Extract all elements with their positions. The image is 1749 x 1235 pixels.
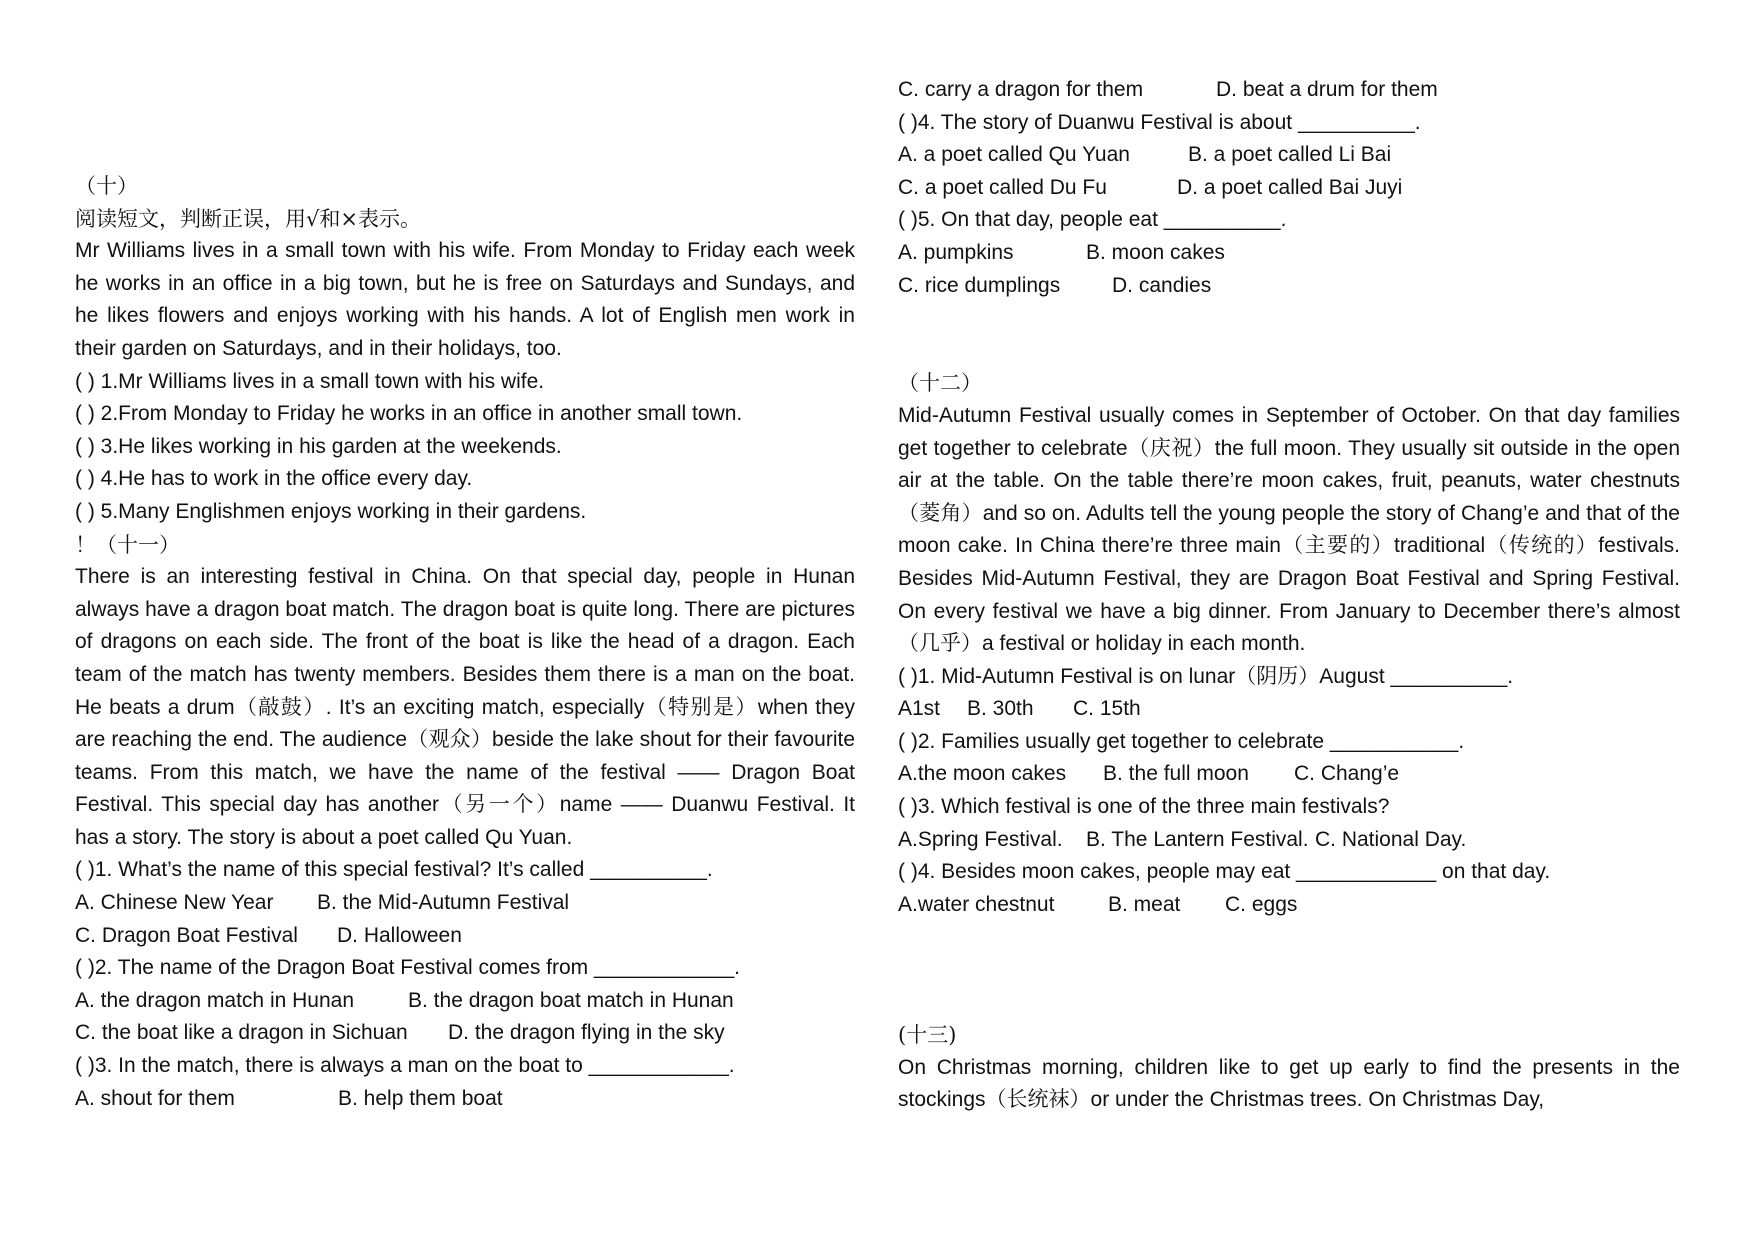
section-13-heading: (十三) (898, 1023, 957, 1048)
question-item: ( ) 3.He likes working in his garden at the weekends. (75, 434, 562, 458)
option: A. shout for them (75, 1086, 235, 1110)
option-row (75, 1017, 855, 1050)
section-11-passage: There is an interesting festival in China. On that special day, people in Hunan always have a dragon boat match. The dragon boat is quite long. There are pictures of dragons on each side. The front of the boat is like the head of a dragon. Each team of the match has twenty members. Besides them there is a man on the boat. He beats a drum（敲鼓）. It’s an exciting match, especially（特别是）when they are reaching the end. The audience（观众）beside the lake shout for their favourite teams. From this match, we have the name of the festival —— Dragon Boat Festival. This special day has another（另一个）name —— Duanwu Festival. It has a story. The story is about a poet called Qu Yuan. (75, 565, 855, 849)
option: B. meat (1108, 892, 1181, 916)
section-10-instruction: 阅读短文，判断正误，用√和×表示。 (75, 206, 421, 231)
question-item: ( ) 1.Mr Williams lives in a small town with his wife. (75, 369, 545, 393)
option-row (898, 693, 1680, 726)
question-stem: ( )5. On that day, people eat __________. (898, 208, 1287, 232)
section-12-heading: （十二） (898, 371, 982, 396)
option: B. a poet called Li Bai (1188, 143, 1392, 167)
option: C. 15th (1073, 697, 1141, 721)
option: A. Chinese New Year (75, 891, 274, 915)
option: A. pumpkins (898, 240, 1014, 264)
option: D. beat a drum for them (1216, 78, 1438, 101)
option: B. the Mid-Autumn Festival (317, 891, 570, 915)
question-stem: ( )3. In the match, there is always a man on the boat to ____________. (75, 1054, 735, 1078)
option: B. moon cakes (1086, 240, 1225, 264)
option: C. carry a dragon for them (898, 78, 1144, 101)
question-stem: ( )1. Mid-Autumn Festival is on lunar（阴历）August __________. (898, 664, 1514, 688)
question-item: ( ) 4.He has to work in the office every day. (75, 467, 473, 491)
option-row (75, 887, 855, 920)
option-row (898, 237, 1680, 270)
option: D. a poet called Bai Juyi (1177, 175, 1403, 199)
option: A.Spring Festival. (898, 827, 1063, 851)
question-item: ( ) 2.From Monday to Friday he works in an office in another small town. (75, 402, 743, 426)
option: B. 30th (967, 697, 1034, 721)
option: A1st (898, 697, 941, 721)
option: C. rice dumplings (898, 273, 1061, 297)
option-row (75, 1083, 855, 1116)
option: D. Halloween (337, 923, 462, 947)
option-row (898, 270, 1680, 303)
option: A.the moon cakes (898, 762, 1067, 786)
question-stem: ( )2. Families usually get together to celebrate ___________. (898, 729, 1465, 753)
section-10-passage: Mr Williams lives in a small town with his wife. From Monday to Friday each week he works in an office in a big town, but he is free on Saturdays and Sundays, and he likes flowers and enjoys working with his hands. A lot of English men work in their garden on Saturdays, and in their holidays, too. (75, 239, 855, 360)
option: D. candies (1112, 273, 1212, 297)
option: A.water chestnut (898, 892, 1055, 916)
question-stem: ( )4. Besides moon cakes, people may eat ____________ on that day. (898, 860, 1551, 884)
question-stem: ( )2. The name of the Dragon Boat Festival comes from ____________. (75, 956, 740, 980)
question-stem: ( )1. What’s the name of this special festival? It’s called __________. (75, 858, 713, 882)
question-stem: ( )4. The story of Duanwu Festival is about __________. (898, 110, 1421, 134)
option: D. the dragon flying in the sky (448, 1021, 725, 1045)
option: B. the dragon boat match in Hunan (408, 988, 734, 1012)
option-row (898, 889, 1680, 922)
right-column (898, 74, 1680, 1117)
option: C. eggs (1225, 892, 1298, 916)
left-column (75, 170, 855, 1115)
section-11-heading: ！（十一） (75, 532, 180, 557)
option-row (898, 172, 1680, 205)
option-row (898, 758, 1680, 791)
section-10-heading: （十） (75, 174, 138, 198)
option: A. the dragon match in Hunan (75, 988, 355, 1012)
option: B. the full moon (1103, 762, 1249, 786)
option-row (75, 920, 855, 953)
option-row (898, 824, 1680, 857)
option: A. a poet called Qu Yuan (898, 143, 1130, 167)
option: C. Dragon Boat Festival (75, 923, 298, 947)
section-13-passage: On Christmas morning, children like to get up early to find the presents in the stockings（长统袜）or under the Christmas trees. On Christmas Day, (898, 1055, 1680, 1112)
option: C. a poet called Du Fu (898, 175, 1107, 199)
question-item: ( ) 5.Many Englishmen enjoys working in their gardens. (75, 499, 587, 523)
question-stem: ( )3. Which festival is one of the three main festivals? (898, 795, 1390, 819)
option: B. help them boat (338, 1086, 503, 1110)
option: B. The Lantern Festival. (1086, 827, 1309, 851)
option-row (75, 985, 855, 1018)
option: C. the boat like a dragon in Sichuan (75, 1021, 408, 1045)
option-row (898, 139, 1680, 172)
option: C. National Day. (1315, 827, 1467, 851)
section-12-passage: Mid-Autumn Festival usually comes in September of October. On that day families get together to celebrate（庆祝）the full moon. They usually sit outside in the open air at the table. On the table there’re moon cakes, fruit, peanuts, water chestnuts（菱角）and so on. Adults tell the young people the story of Chang’e and that of the moon cake. In China there’re three main（主要的）traditional（传统的）festivals. Besides Mid-Autumn Festival, they are Dragon Boat Festival and Spring Festival. On every festival we have a big dinner. From January to December there’s almost（几乎）a festival or holiday in each month. (898, 403, 1680, 656)
option: C. Chang’e (1294, 762, 1400, 786)
option-row (898, 74, 1680, 107)
